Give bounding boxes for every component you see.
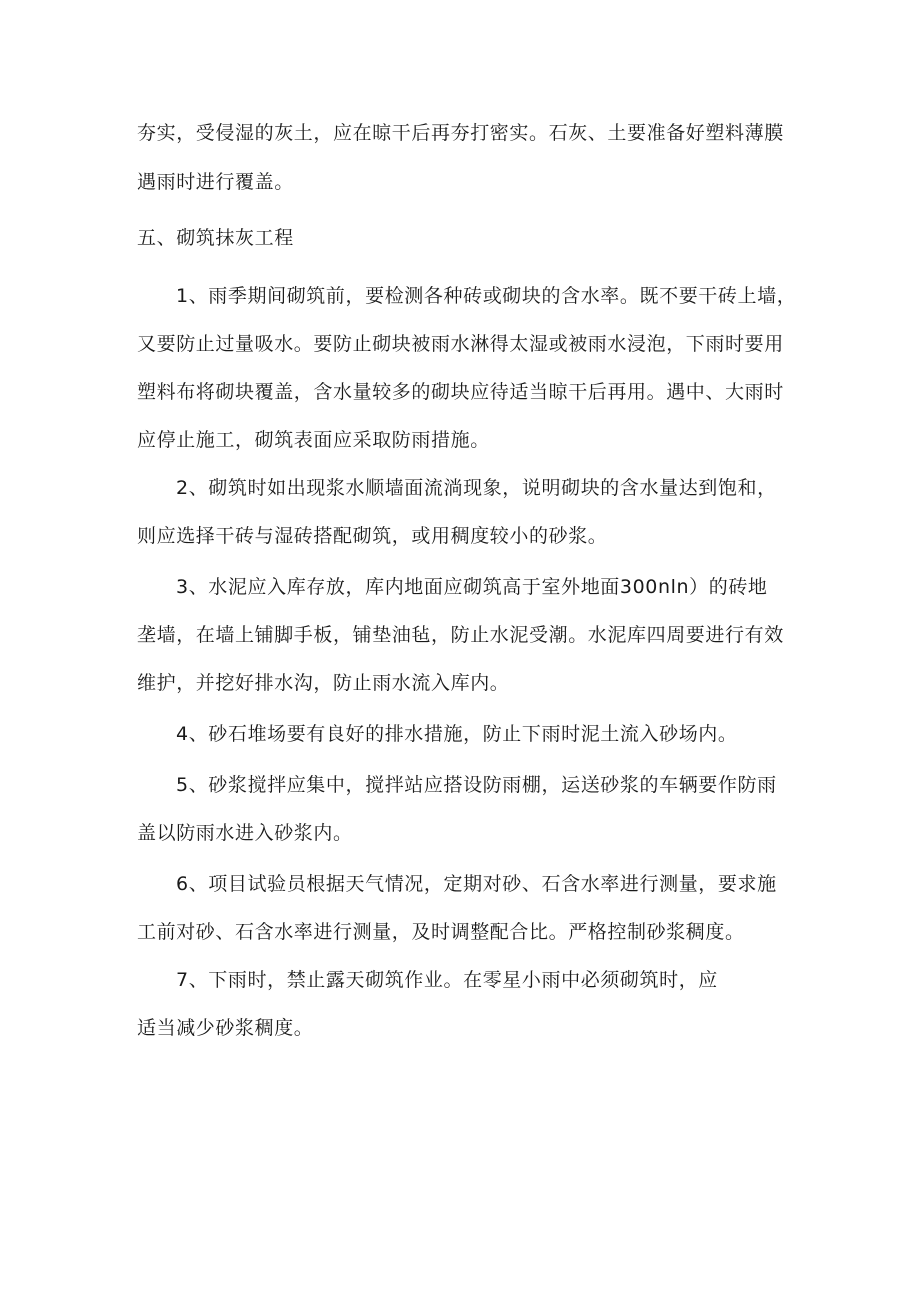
paragraph-2-line: 则应选择干砖与湿砖搭配砌筑，或用稠度较小的砂浆。 bbox=[137, 525, 608, 547]
paragraph-2-line: 2、砌筑时如出现浆水顺墙面流淌现象，说明砌块的含水量达到饱和， bbox=[176, 477, 777, 499]
paragraph-6-line: 6、项目试验员根据天气情况，定期对砂、石含水率进行测量，要求施 bbox=[176, 873, 777, 895]
paragraph-3-line: 维护，并挖好排水沟，防止雨水流入库内。 bbox=[137, 672, 510, 694]
paragraph-3-line: 垄墙，在墙上铺脚手板，铺垫油毡，防止水泥受潮。水泥库四周要进行有效 bbox=[137, 624, 784, 646]
paragraph-5-line: 5、砂浆搅拌应集中，搅拌站应搭设防雨棚，运送砂浆的车辆要作防雨 bbox=[176, 774, 777, 796]
text-line: 遇雨时进行覆盖。 bbox=[137, 171, 294, 193]
paragraph-1-line: 又要防止过量吸水。要防止砌块被雨水淋得太湿或被雨水浸泡，下雨时要用 bbox=[137, 333, 784, 355]
paragraph-4-line: 4、砂石堆场要有良好的排水措施，防止下雨时泥土流入砂场内。 bbox=[176, 723, 738, 745]
section-heading: 五、砌筑抹灰工程 bbox=[137, 227, 294, 249]
paragraph-5-line: 盖以防雨水进入砂浆内。 bbox=[137, 822, 353, 844]
paragraph-3-line: 3、水泥应入库存放，库内地面应砌筑高于室外地面300nln）的砖地 bbox=[176, 576, 768, 598]
paragraph-1-line: 应停止施工，砌筑表面应采取防雨措施。 bbox=[137, 429, 490, 451]
paragraph-1-line: 塑料布将砌块覆盖，含水量较多的砌块应待适当晾干后再用。遇中、大雨时 bbox=[137, 381, 784, 403]
paragraph-7-line: 7、下雨时，禁止露天砌筑作业。在零星小雨中必须砌筑时，应 bbox=[176, 969, 718, 991]
paragraph-7-line: 适当减少砂浆稠度。 bbox=[137, 1017, 314, 1039]
paragraph-1-line: 1、雨季期间砌筑前，要检测各种砖或砌块的含水率。既不要干砖上墙， bbox=[176, 285, 797, 307]
text-line: 夯实，受侵湿的灰土，应在晾干后再夯打密实。石灰、土要准备好塑料薄膜 bbox=[137, 122, 784, 144]
paragraph-6-line: 工前对砂、石含水率进行测量，及时调整配合比。严格控制砂浆稠度。 bbox=[137, 921, 745, 943]
